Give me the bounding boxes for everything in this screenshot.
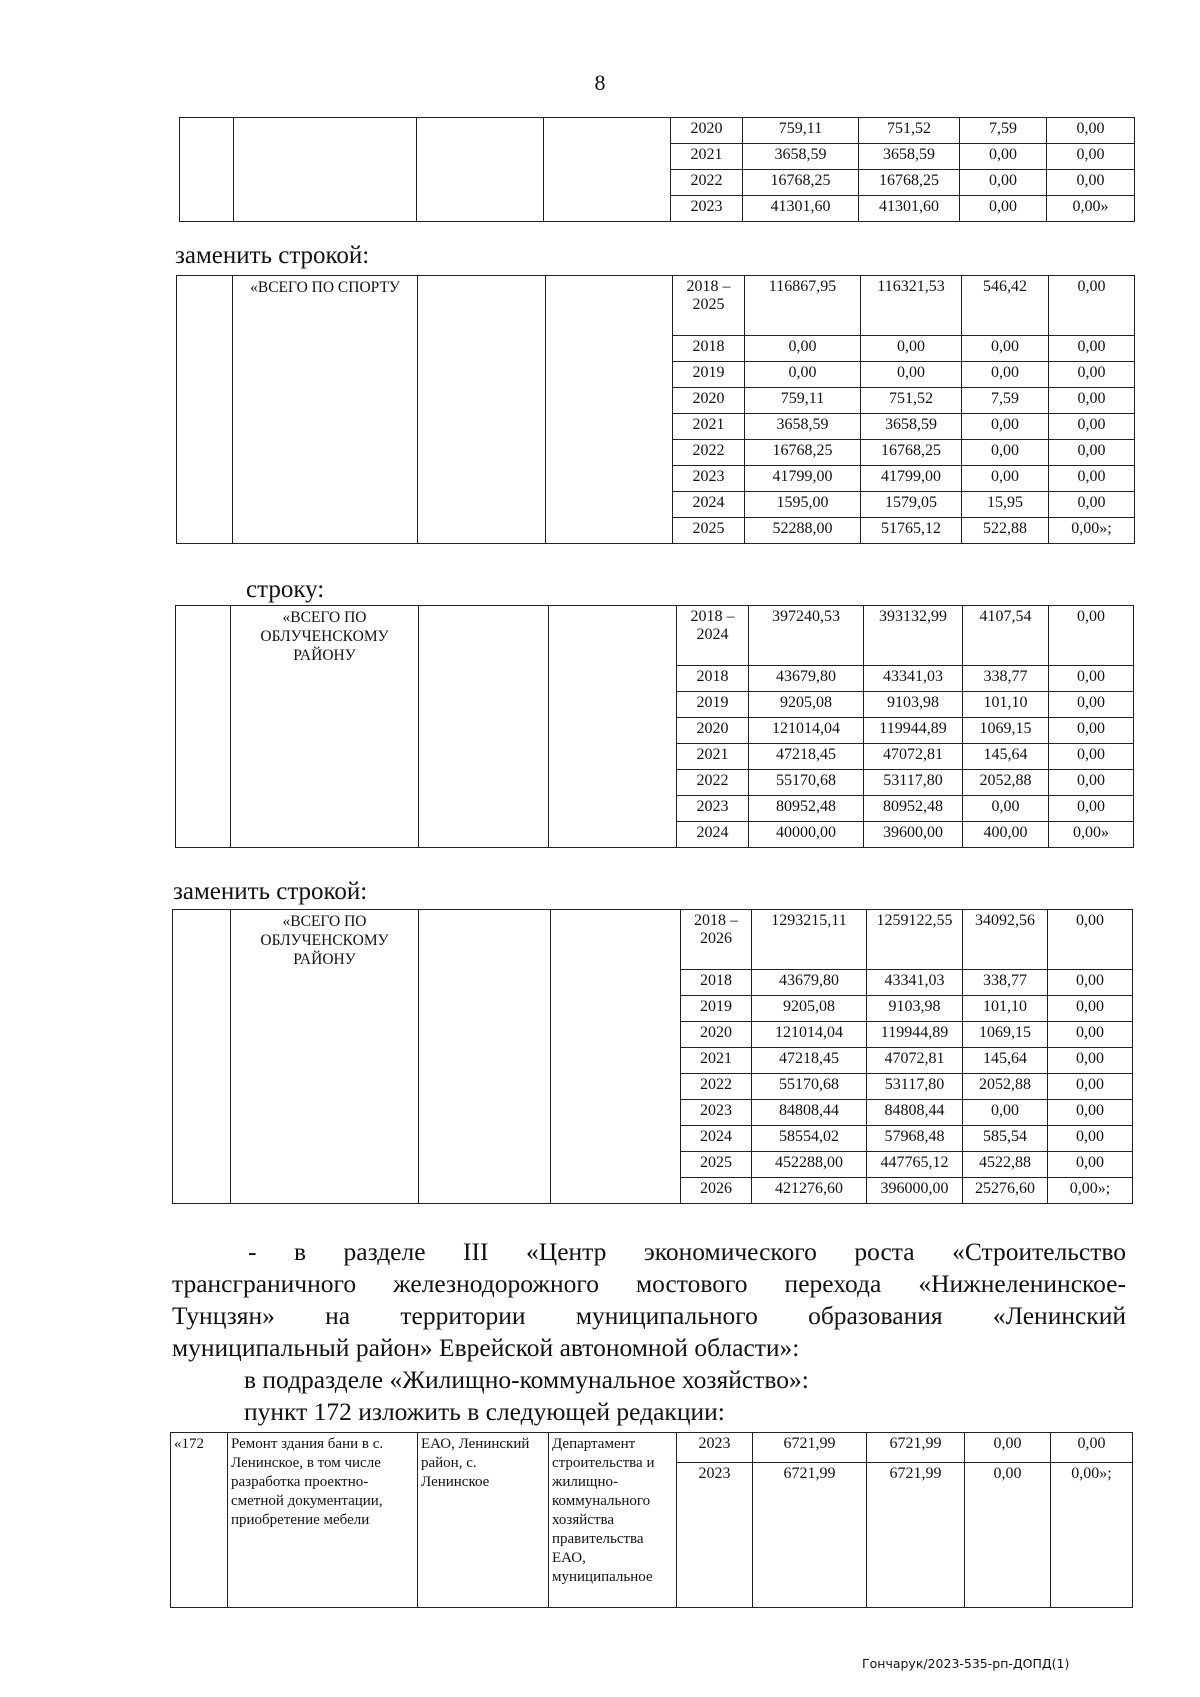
cell: 397240,53 (749, 606, 864, 666)
cell: 34092,56 (963, 910, 1048, 970)
cell: 751,52 (859, 118, 960, 144)
cell: 9205,08 (752, 996, 867, 1022)
cell: 2023 (681, 1100, 752, 1126)
cell: 2019 (673, 362, 745, 388)
cell: 0,00 (1048, 910, 1133, 970)
cell: 41301,60 (743, 196, 859, 222)
cell: 1069,15 (963, 1022, 1048, 1048)
cell: 400,00 (963, 822, 1049, 848)
cell: 0,00 (1049, 440, 1135, 466)
item-name: Ремонт здания бани в с. Ленинское, в том числе разработка проектно-сметной документации, приобретение мебели (228, 1433, 418, 1608)
cell: 0,00 (1049, 744, 1134, 770)
cell: 0,00 (861, 336, 962, 362)
table-continuation (179, 117, 1135, 222)
cell: 0,00 (963, 796, 1049, 822)
cell: 80952,48 (864, 796, 963, 822)
cell: 585,54 (963, 1126, 1048, 1152)
empty-cell (419, 606, 549, 848)
cell: 84808,44 (752, 1100, 867, 1126)
cell: 0,00» (1049, 822, 1134, 848)
cell: 2023 (671, 196, 743, 222)
cell: 39600,00 (864, 822, 963, 848)
cell: 0,00 (1048, 1048, 1133, 1074)
cell: 1595,00 (745, 492, 861, 518)
amendment-paragraph (172, 1236, 1126, 1428)
cell: 43341,03 (864, 666, 963, 692)
page-number: 8 (594, 70, 606, 95)
cell: 2022 (671, 170, 743, 196)
cell: 9103,98 (864, 692, 963, 718)
cell: 0,00 (745, 362, 861, 388)
cell: 2024 (673, 492, 745, 518)
cell: 145,64 (963, 744, 1049, 770)
table-sport (176, 275, 1135, 544)
total-label: «ВСЕГО ПО СПОРТУ (233, 276, 418, 544)
cell: 1259122,55 (867, 910, 963, 970)
cell: 338,77 (963, 970, 1048, 996)
cell: 2018 (681, 970, 752, 996)
empty-cell (546, 276, 673, 544)
empty-cell (176, 606, 231, 848)
table-obluchye-old (175, 605, 1134, 848)
cell: 43341,03 (867, 970, 963, 996)
cell: 2021 (681, 1048, 752, 1074)
cell: 47218,45 (749, 744, 864, 770)
cell: 58554,02 (752, 1126, 867, 1152)
cell: 0,00 (745, 336, 861, 362)
cell: 9103,98 (867, 996, 963, 1022)
cell: 759,11 (743, 118, 859, 144)
cell: 40000,00 (749, 822, 864, 848)
cell: 0,00 (1047, 144, 1135, 170)
cell: 47072,81 (864, 744, 963, 770)
cell: 2052,88 (963, 1074, 1048, 1100)
cell: 84808,44 (867, 1100, 963, 1126)
cell: 116867,95 (745, 276, 861, 336)
cell: 119944,89 (864, 718, 963, 744)
cell: 6721,99 (867, 1433, 965, 1463)
cell: 1293215,11 (752, 910, 867, 970)
cell: 421276,60 (752, 1178, 867, 1204)
cell: 0,00 (962, 414, 1049, 440)
total-label: «ВСЕГО ПО ОБЛУЧЕНСКОМУ РАЙОНУ (231, 910, 419, 1204)
cell: 6721,99 (753, 1463, 867, 1608)
cell: 0,00 (1049, 718, 1134, 744)
cell: 4107,54 (963, 606, 1049, 666)
cell: 2018 (677, 666, 749, 692)
cell: 0,00 (1049, 466, 1135, 492)
cell: 41799,00 (745, 466, 861, 492)
cell: 43679,80 (752, 970, 867, 996)
cell: 0,00 (960, 144, 1047, 170)
cell: 0,00 (1049, 276, 1135, 336)
cell: 1069,15 (963, 718, 1049, 744)
table-row (177, 276, 1135, 336)
para-line-6: пункт 172 изложить в следующей редакции: (244, 1397, 725, 1426)
cell: 2020 (673, 388, 745, 414)
empty-cell (177, 276, 233, 544)
cell: 7,59 (960, 118, 1047, 144)
cell: 759,11 (745, 388, 861, 414)
cell: 2020 (677, 718, 749, 744)
cell: 2021 (671, 144, 743, 170)
cell: 3658,59 (861, 414, 962, 440)
cell: 0,00 (1049, 388, 1135, 414)
cell: 0,00 (1048, 996, 1133, 1022)
table-item-172 (170, 1432, 1133, 1608)
cell: 2026 (681, 1178, 752, 1204)
cell: 0,00 (962, 466, 1049, 492)
cell: 16768,25 (861, 440, 962, 466)
cell: 0,00 (1049, 770, 1134, 796)
total-label: «ВСЕГО ПО ОБЛУЧЕНСКОМУ РАЙОНУ (231, 606, 419, 848)
cell: 0,00 (1051, 1433, 1133, 1463)
cell: 0,00»; (1048, 1178, 1133, 1204)
cell: 7,59 (962, 388, 1049, 414)
empty-cell (549, 606, 677, 848)
cell: 41301,60 (859, 196, 960, 222)
cell: 0,00» (1047, 196, 1135, 222)
cell: 41799,00 (861, 466, 962, 492)
cell: 2025 (681, 1152, 752, 1178)
cell: 55170,68 (749, 770, 864, 796)
cell: 393132,99 (864, 606, 963, 666)
cell: 0,00 (963, 1100, 1048, 1126)
cell: 2019 (681, 996, 752, 1022)
table-obluchye-new (172, 909, 1133, 1204)
cell: 0,00 (962, 440, 1049, 466)
cell: 3658,59 (743, 144, 859, 170)
cell: 0,00 (1049, 606, 1134, 666)
cell: 2022 (677, 770, 749, 796)
item-executor: Департамент строительства и жилищно-коммунального хозяйства правительства ЕАО, муниципальное (549, 1433, 677, 1608)
empty-cell (180, 118, 234, 222)
cell: 2023 (677, 796, 749, 822)
cell: 57968,48 (867, 1126, 963, 1152)
cell: 0,00 (960, 196, 1047, 222)
cell: 16768,25 (859, 170, 960, 196)
cell: 0,00 (1048, 1152, 1133, 1178)
cell: 0,00 (1049, 362, 1135, 388)
cell: 2018 – 2025 (673, 276, 745, 336)
cell: 0,00 (1049, 692, 1134, 718)
cell: 0,00 (1048, 1126, 1133, 1152)
empty-cell (419, 910, 551, 1204)
cell: 116321,53 (861, 276, 962, 336)
cell: 6721,99 (867, 1463, 965, 1608)
cell: 2021 (673, 414, 745, 440)
cell: 4522,88 (963, 1152, 1048, 1178)
para-line-3: Тунцзян» на территории муниципального образования «Ленинский (172, 1301, 1126, 1330)
heading-replace-2: заменить строкой: (173, 878, 368, 905)
empty-cell (418, 276, 546, 544)
cell: 47072,81 (867, 1048, 963, 1074)
item-place: ЕАО, Ленинский район, с. Ленинское (418, 1433, 549, 1608)
cell: 0,00 (1049, 414, 1135, 440)
cell: 43679,80 (749, 666, 864, 692)
cell: 2021 (677, 744, 749, 770)
cell: 0,00 (1048, 970, 1133, 996)
cell: 2018 – 2026 (681, 910, 752, 970)
cell: 121014,04 (749, 718, 864, 744)
cell: 0,00»; (1051, 1463, 1133, 1608)
cell: 3658,59 (859, 144, 960, 170)
cell: 2018 (673, 336, 745, 362)
cell: 2022 (673, 440, 745, 466)
cell: 119944,89 (867, 1022, 963, 1048)
cell: 0,00 (965, 1463, 1051, 1608)
cell: 447765,12 (867, 1152, 963, 1178)
cell: 751,52 (861, 388, 962, 414)
cell: 2019 (677, 692, 749, 718)
cell: 2022 (681, 1074, 752, 1100)
cell: 2052,88 (963, 770, 1049, 796)
cell: 2024 (677, 822, 749, 848)
cell: 2020 (681, 1022, 752, 1048)
heading-row: строку: (246, 576, 325, 603)
cell: 55170,68 (752, 1074, 867, 1100)
cell: 51765,12 (861, 518, 962, 544)
cell: 9205,08 (749, 692, 864, 718)
empty-cell (551, 910, 681, 1204)
cell: 2023 (677, 1463, 753, 1608)
table-row (180, 118, 1135, 144)
cell: 0,00 (1049, 492, 1135, 518)
cell: 53117,80 (867, 1074, 963, 1100)
cell: 0,00 (1049, 336, 1135, 362)
cell: 0,00 (962, 362, 1049, 388)
cell: 25276,60 (963, 1178, 1048, 1204)
footer-doc-id: Гончарук/2023-535-рп-ДОПД(1) (862, 1656, 1070, 1671)
para-line-1: - в разделе III «Центр экономического роста «Строительство (248, 1237, 1126, 1266)
cell: 452288,00 (752, 1152, 867, 1178)
cell: 0,00 (1047, 118, 1135, 144)
cell: 2023 (677, 1433, 753, 1463)
cell: 101,10 (963, 692, 1049, 718)
cell: 2023 (673, 466, 745, 492)
cell: 1579,05 (861, 492, 962, 518)
empty-cell (417, 118, 544, 222)
cell: 101,10 (963, 996, 1048, 1022)
empty-cell (234, 118, 417, 222)
cell: 0,00 (962, 336, 1049, 362)
cell: 2025 (673, 518, 745, 544)
cell: 6721,99 (753, 1433, 867, 1463)
cell: 16768,25 (745, 440, 861, 466)
cell: 47218,45 (752, 1048, 867, 1074)
cell: 0,00 (1048, 1074, 1133, 1100)
heading-replace-1: заменить строкой: (175, 242, 370, 269)
cell: 0,00 (1048, 1022, 1133, 1048)
cell: 52288,00 (745, 518, 861, 544)
cell: 396000,00 (867, 1178, 963, 1204)
cell: 2020 (671, 118, 743, 144)
cell: 80952,48 (749, 796, 864, 822)
cell: 2024 (681, 1126, 752, 1152)
cell: 3658,59 (745, 414, 861, 440)
cell: 2018 – 2024 (677, 606, 749, 666)
item-number: «172 (171, 1433, 228, 1608)
cell: 0,00 (861, 362, 962, 388)
cell: 546,42 (962, 276, 1049, 336)
table-row (176, 606, 1134, 666)
cell: 0,00 (1049, 796, 1134, 822)
cell: 121014,04 (752, 1022, 867, 1048)
para-line-2: трансграничного железнодорожного мостового перехода «Нижнеленинское- (172, 1269, 1126, 1298)
cell: 15,95 (962, 492, 1049, 518)
para-line-4: муниципальный район» Еврейской автономной области»: (172, 1333, 800, 1362)
cell: 145,64 (963, 1048, 1048, 1074)
cell: 0,00 (965, 1433, 1051, 1463)
table-row (173, 910, 1133, 970)
cell: 522,88 (962, 518, 1049, 544)
cell: 0,00 (1048, 1100, 1133, 1126)
cell: 0,00 (1049, 666, 1134, 692)
cell: 0,00 (1047, 170, 1135, 196)
para-line-5: в подразделе «Жилищно-коммунальное хозяйство»: (244, 1365, 809, 1394)
empty-cell (173, 910, 231, 1204)
empty-cell (544, 118, 671, 222)
cell: 53117,80 (864, 770, 963, 796)
cell: 0,00»; (1049, 518, 1135, 544)
cell: 16768,25 (743, 170, 859, 196)
cell: 338,77 (963, 666, 1049, 692)
cell: 0,00 (960, 170, 1047, 196)
